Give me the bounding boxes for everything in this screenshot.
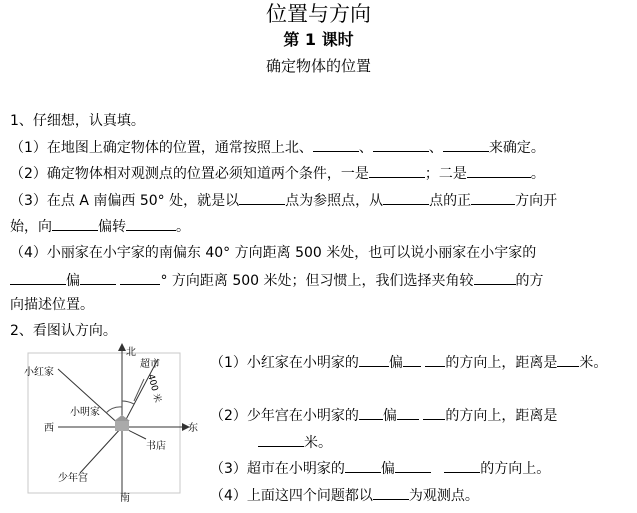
q2-1-text-b: 偏 (388, 355, 403, 371)
label-east: 东 (188, 423, 198, 434)
q2-3-text-b: 偏 (380, 461, 395, 477)
label-south: 南 (120, 493, 130, 503)
blank[interactable] (120, 270, 160, 285)
blank[interactable] (397, 405, 419, 420)
blank[interactable] (395, 458, 431, 473)
blank[interactable] (52, 216, 98, 231)
blank[interactable] (373, 137, 429, 152)
blank[interactable] (403, 352, 421, 367)
q1-4-text-b: 偏 (66, 273, 80, 289)
q2-2-line1 (210, 405, 557, 425)
q2-3-text-c: 的方向上。 (480, 461, 551, 477)
lesson-label: 第 1 课时 (283, 30, 354, 49)
blank[interactable] (467, 163, 531, 178)
section1-heading (10, 112, 145, 130)
q1-4-text-a: （4）小丽家在小宇家的南偏东 40° 方向距离 500 米处，也可以说小丽家在小宇家的 (10, 245, 537, 261)
q1-3-text-e: 始，向 (10, 219, 52, 235)
q1-2-text-a: （2）确定物体相对观测点的位置必须知道两个条件，一是 (10, 166, 369, 182)
label-distance: 400 米 (145, 373, 163, 404)
q1-3-line2 (10, 216, 190, 236)
blank[interactable] (423, 405, 445, 420)
q2-1-text-a: （1）小红家在小明家的 (210, 355, 359, 371)
q1-1-text-d: 来确定。 (488, 140, 545, 156)
page-subtitle: 确定物体的位置 (265, 57, 371, 75)
q2-1-text-c: 的方向上，距离是 (445, 355, 558, 371)
label-xiaohong: 小红家 (24, 367, 54, 378)
q2-2-text-a: （2）少年宫在小明家的 (210, 408, 359, 424)
q1-1-text-c: 、 (428, 140, 443, 156)
label-chaoshi: 超市 (140, 359, 160, 370)
q2-4-text-b: 为观测点。 (408, 488, 479, 504)
q1-4-line2 (10, 270, 544, 290)
q2-2-line2 (258, 432, 332, 452)
q1-2-text-b: ；二是 (424, 166, 467, 182)
blank[interactable] (239, 190, 285, 205)
q2-1-text-d: 米。 (579, 355, 608, 371)
q1-4-line1 (10, 244, 536, 262)
q1-4-line3 (10, 296, 94, 314)
q1-3-text-b: 点为参照点，从 (285, 193, 384, 209)
blank[interactable] (258, 432, 304, 447)
q2-2-text-c: 的方向上，距离是 (445, 408, 558, 424)
angle-mark-nw (106, 407, 122, 413)
section2-heading-text: 2、看图认方向。 (10, 323, 117, 339)
q2-2-text-b: 偏 (382, 408, 397, 424)
q2-4 (210, 485, 479, 505)
q2-2-text-d: 米。 (304, 435, 332, 451)
north-arrow-icon (118, 343, 126, 351)
q1-1-text-a: （1）在地图上确定物体的位置，通常按照上北、 (10, 140, 313, 156)
page-title: 位置与方向 (266, 2, 371, 26)
section1-heading-text: 1、仔细想，认真填。 (10, 113, 145, 129)
q1-4-text-e: 向描述位置。 (10, 297, 94, 313)
blank[interactable] (359, 405, 383, 420)
direction-map (10, 341, 200, 503)
q1-4-text-d: 的方 (515, 273, 544, 289)
blank[interactable] (10, 270, 66, 285)
q1-1 (10, 137, 545, 157)
blank[interactable] (369, 163, 425, 178)
label-shudian: 书店 (146, 441, 166, 452)
q1-3-line1 (10, 190, 557, 210)
q1-3-text-d: 方向开 (515, 193, 558, 209)
q1-1-text-b: 、 (358, 140, 373, 156)
blank[interactable] (471, 190, 515, 205)
blank[interactable] (80, 270, 116, 285)
ray-shaoniangong (80, 427, 122, 473)
blank[interactable] (383, 190, 429, 205)
q2-1 (210, 352, 607, 372)
blank[interactable] (444, 458, 480, 473)
section2-heading (10, 322, 117, 340)
label-shaoniangong: 少年宫 (58, 473, 88, 484)
blank[interactable] (126, 216, 176, 231)
q1-4-text-c: ° 方向距离 500 米处；但习惯上，我们选择夹角较 (160, 273, 474, 289)
blank[interactable] (345, 458, 381, 473)
q2-4-text-a: （4）上面这四个问题都以 (210, 488, 373, 504)
q1-3-text-a: （3）在点 A 南偏西 50° 处，就是以 (10, 193, 240, 209)
distance-bracket (134, 379, 144, 401)
blank[interactable] (557, 352, 579, 367)
blank[interactable] (359, 352, 389, 367)
blank[interactable] (373, 485, 409, 500)
blank[interactable] (313, 137, 359, 152)
q1-2-text-c: 。 (530, 166, 545, 182)
label-north: 北 (126, 347, 136, 358)
blank[interactable] (425, 352, 445, 367)
blank[interactable] (443, 137, 489, 152)
q1-2 (10, 163, 545, 183)
q1-3-text-c: 点的正 (429, 193, 472, 209)
q2-3-text-a: （3）超市在小明家的 (210, 461, 345, 477)
label-west: 西 (44, 423, 54, 434)
ray-xiaohong (58, 369, 122, 427)
blank[interactable] (474, 270, 516, 285)
angle-mark-ne (122, 401, 134, 404)
q1-3-text-g: 。 (176, 219, 190, 235)
label-xiaoming: 小明家 (70, 407, 100, 418)
q1-3-text-f: 偏转 (98, 219, 126, 235)
q2-3 (210, 458, 550, 478)
